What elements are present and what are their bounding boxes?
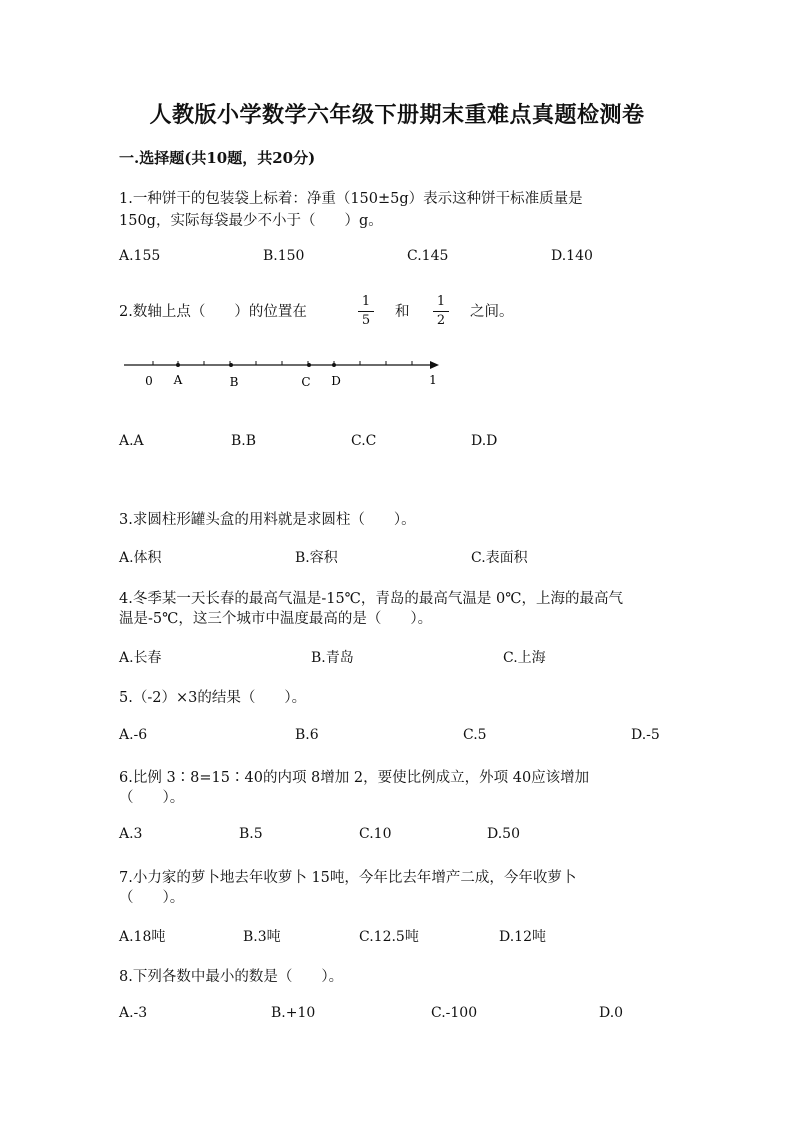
fraction-1-numerator: 1 — [361, 294, 371, 309]
q5-option-b: B.6 — [295, 727, 319, 743]
point-a-dot — [176, 363, 180, 367]
arrow-head-icon — [430, 361, 439, 369]
question-4-line-2: 温是-5℃，这三个城市中温度最高的是（ ）。 — [119, 611, 433, 627]
q7-option-a: A.18吨 — [119, 929, 166, 945]
q1-option-a: A.155 — [119, 248, 161, 264]
question-8-line-1: 8.下列各数中最小的数是（ ）。 — [119, 969, 344, 985]
question-6-line-2: （ ）。 — [119, 790, 185, 806]
point-b-dot — [229, 363, 233, 367]
question-2-prefix: 2.数轴上点（ ）的位置在 — [119, 304, 307, 320]
q2-option-a: A.A — [119, 433, 144, 449]
fraction-one-fifth — [358, 294, 374, 329]
q5-option-c: C.5 — [463, 727, 487, 743]
q8-option-a: A.-3 — [119, 1005, 148, 1021]
q2-option-d: D.D — [471, 433, 498, 449]
page-title: 人教版小学数学六年级下册期末重难点真题检测卷 — [149, 102, 645, 128]
fraction-2-denominator: 2 — [436, 313, 446, 328]
q3-option-c: C.表面积 — [471, 550, 528, 566]
point-c-dot — [307, 363, 311, 367]
label-point-a: A — [173, 373, 183, 387]
question-4-line-1: 4.冬季某一天长春的最高气温是-15℃，青岛的最高气温是 0℃，上海的最高气 — [119, 591, 623, 607]
question-2-suffix: 之间。 — [470, 304, 514, 320]
q4-option-a: A.长春 — [119, 650, 162, 666]
q3-option-a: A.体积 — [119, 550, 162, 566]
label-point-b: B — [229, 375, 239, 389]
q6-option-b: B.5 — [239, 826, 263, 842]
fraction-one-half — [433, 294, 449, 329]
point-d-dot — [332, 363, 336, 367]
q1-option-d: D.140 — [551, 248, 593, 264]
q7-option-b: B.3吨 — [243, 929, 281, 945]
q1-option-c: C.145 — [407, 248, 449, 264]
question-5-line-1: 5.（-2）×3的结果（ ）。 — [119, 690, 307, 706]
q7-option-c: C.12.5吨 — [359, 929, 419, 945]
q6-option-c: C.10 — [359, 826, 392, 842]
question-3-line-1: 3.求圆柱形罐头盒的用料就是求圆柱（ ）。 — [119, 512, 416, 528]
question-6-line-1: 6.比例 3∶8=15∶40的内项 8增加 2，要使比例成立，外项 40应该增加 — [119, 770, 590, 786]
q2-option-b: B.B — [231, 433, 257, 449]
fraction-1-denominator: 5 — [361, 313, 371, 328]
label-point-c: C — [301, 375, 311, 389]
q5-option-a: A.-6 — [119, 727, 148, 743]
question-1-line-2: 150g，实际每袋最少不小于（ ）g。 — [119, 213, 383, 229]
q8-option-d: D.0 — [599, 1005, 624, 1021]
q3-option-b: B.容积 — [295, 550, 338, 566]
q8-option-c: C.-100 — [431, 1005, 478, 1021]
label-zero: 0 — [145, 374, 153, 388]
number-line-ticks — [153, 361, 412, 365]
fraction-2-numerator: 1 — [436, 294, 446, 309]
q5-option-d: D.-5 — [631, 727, 660, 743]
label-one: 1 — [429, 373, 437, 387]
q4-option-b: B.青岛 — [311, 650, 354, 666]
question-2-and: 和 — [395, 304, 410, 320]
q4-option-c: C.上海 — [503, 650, 546, 666]
q8-option-b: B.+10 — [271, 1005, 316, 1021]
question-7-line-1: 7.小力家的萝卜地去年收萝卜 15吨，今年比去年增产二成，今年收萝卜 — [119, 870, 577, 886]
label-point-d: D — [331, 374, 341, 388]
q7-option-d: D.12吨 — [499, 929, 546, 945]
q2-option-c: C.C — [351, 433, 377, 449]
section-heading: 一.选择题(共10题，共20分) — [119, 149, 316, 167]
q1-option-b: B.150 — [263, 248, 305, 264]
number-line — [0, 350, 794, 400]
question-1-line-1: 1.一种饼干的包装袋上标着：净重（150±5g）表示这种饼干标准质量是 — [119, 191, 583, 207]
question-7-line-2: （ ）。 — [119, 890, 185, 906]
q6-option-d: D.50 — [487, 826, 520, 842]
q6-option-a: A.3 — [119, 826, 143, 842]
